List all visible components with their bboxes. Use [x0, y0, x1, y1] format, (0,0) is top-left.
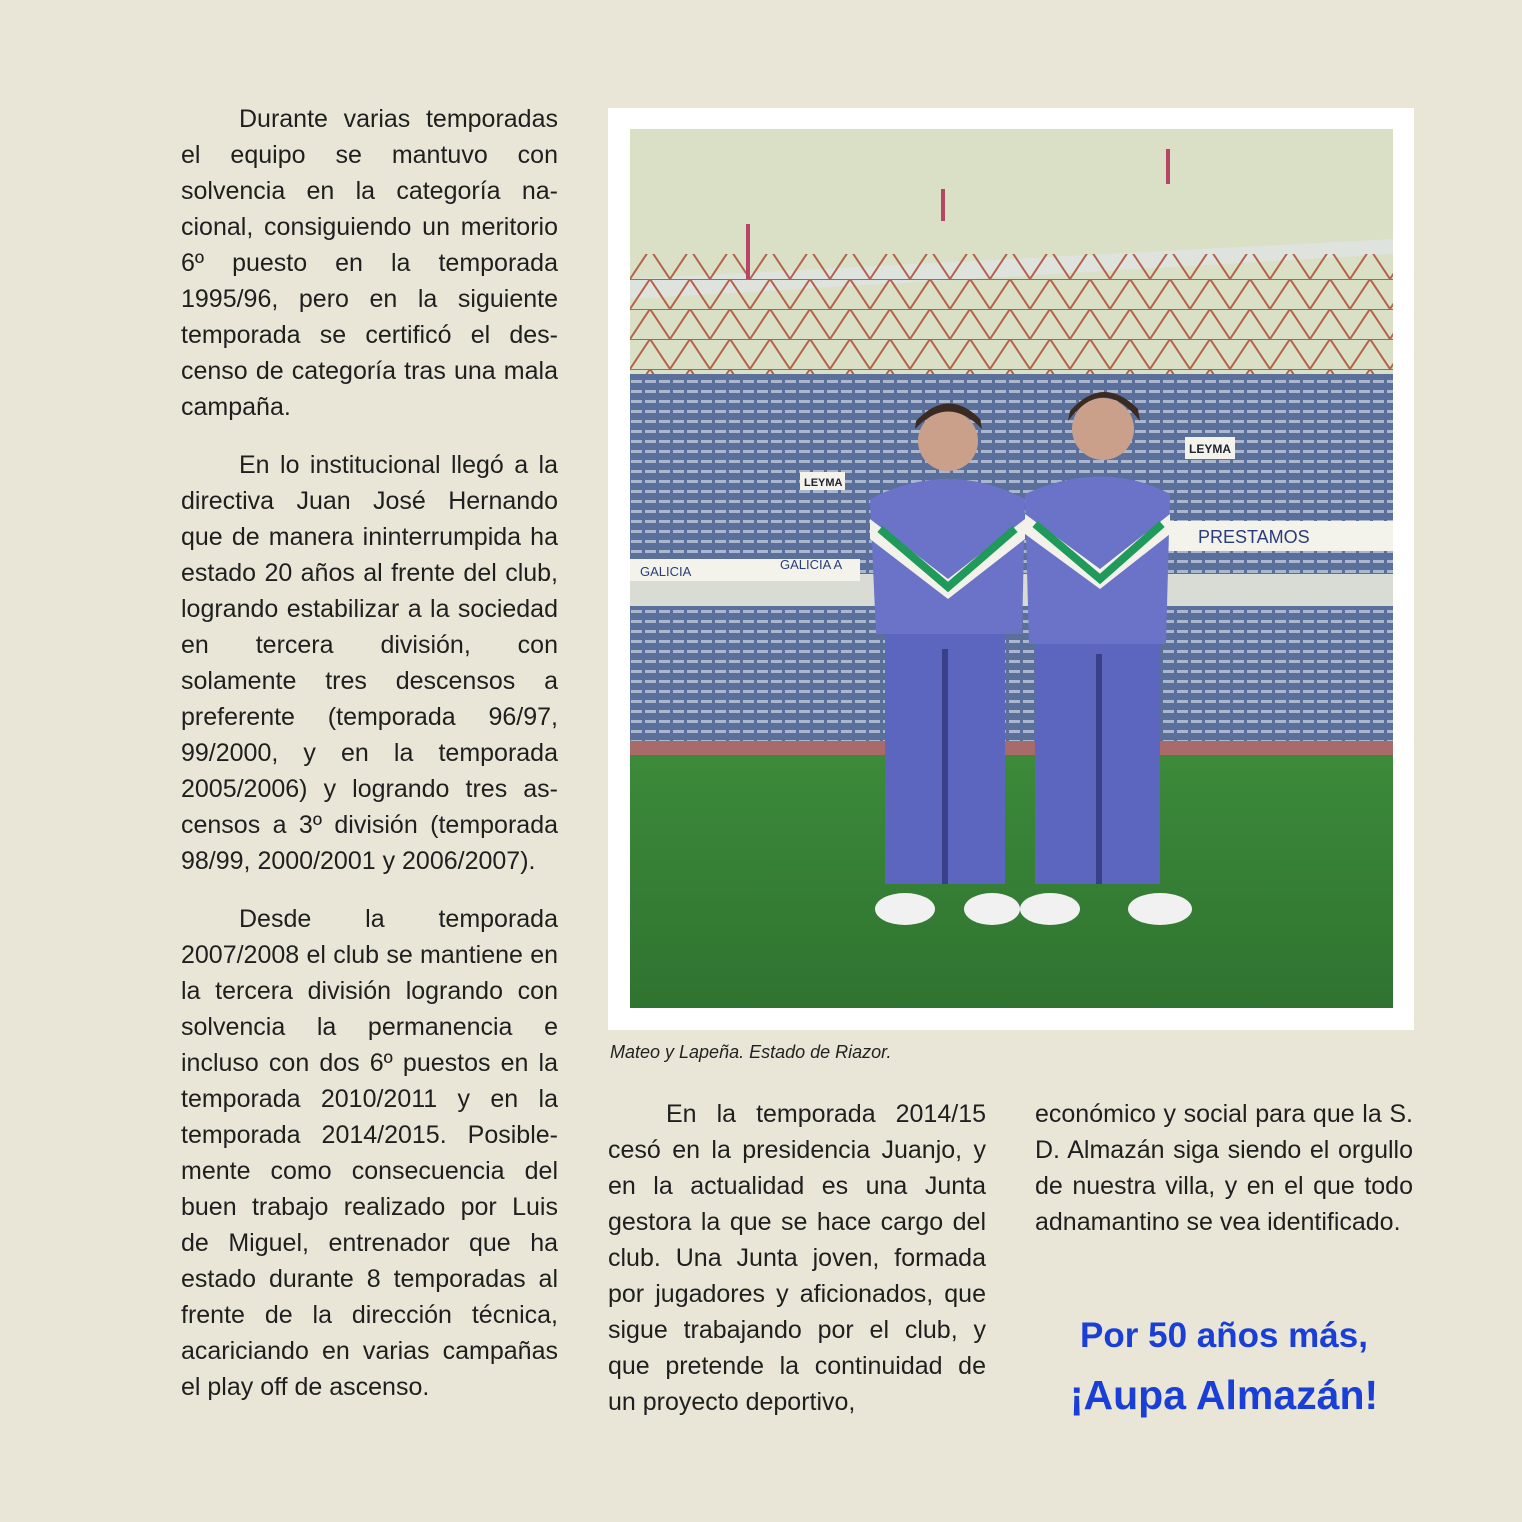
paragraph: En lo institucional llegó a la directiva Juan José Hernando que de manera ininterrumpida ha estado 20 años al frente del club, logrando estabilizar a la sociedad en tercera división, con solamente tres descensos a preferente (temporada 96/97, 99/2000, y en la temporada 2005/2006) y logrando tres ascensos a 3º división (temporada 98/99, 2000/2001 y 2006/2007). — [181, 451, 558, 875]
stadium-illustration — [630, 129, 1393, 1008]
sign-text: LEYMA — [1189, 442, 1231, 456]
stadium-photo — [630, 129, 1393, 1008]
paragraph: económico y social para que la S. D. Almazán siga siendo el orgullo de nuestra villa, y en el que todo adnamantino se vea identificado. — [1035, 1100, 1413, 1236]
paragraph: En la temporada 2014/15 cesó en la presidencia Juanjo, y en la actualidad es una Junta gestora la que se hace cargo del club. Una Junta joven, formada por jugadores y aficionados, que sigue trabajando por el club, y que pretende la continuidad de un proyecto deportivo, — [608, 1100, 986, 1416]
middle-text-column — [608, 1096, 986, 1420]
paragraph: Desde la temporada 2007/2008 el club se mantiene en la tercera división logrando con solvencia la permanencia e incluso con dos 6º puestos en la temporada 2010/2011 y en la temporada 2014/2015. Posiblemente como consecuencia del buen trabajo realizado por Luis de Miguel, entrenador que ha estado durante 8 temporadas al frente de la dirección técnica, acariciando en varias campañas el play off de ascenso. — [181, 905, 558, 1401]
left-text-column — [181, 101, 558, 1427]
sign-text: GALICIA A — [780, 557, 843, 572]
sign-text: PRESTAMOS — [1198, 527, 1310, 547]
paragraph: Durante varias temporadas el equipo se mantuvo con solvencia en la categoría nacional, consiguiendo un meritorio 6º puesto en la temporada 1995/96, pero en la siguiente temporada se certificó el descenso de categoría tras una mala campaña. — [181, 105, 558, 421]
photo-caption: Mateo y Lapeña. Estado de Riazor. — [610, 1042, 892, 1062]
slogan-line-2: ¡Aupa Almazán! — [1069, 1372, 1379, 1418]
sign-text: GALICIA — [640, 564, 692, 579]
right-text-column — [1035, 1096, 1413, 1262]
slogan-line-1: Por 50 años más, — [1080, 1316, 1368, 1355]
photo-frame — [608, 108, 1414, 1030]
sign-text: LEYMA — [804, 477, 843, 489]
